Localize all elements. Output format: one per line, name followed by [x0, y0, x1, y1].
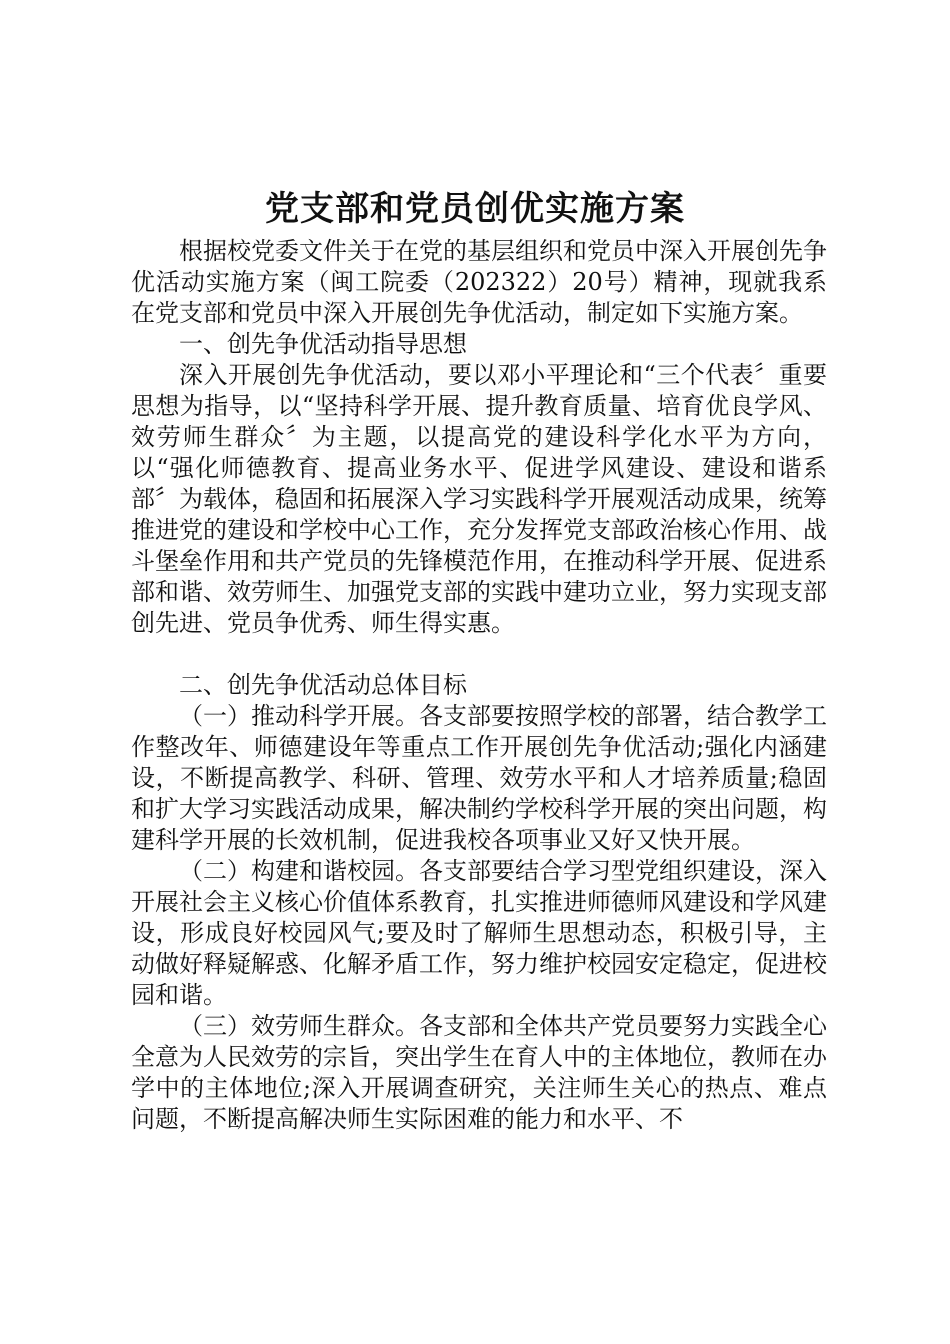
document-title: 党支部和党员创优实施方案 [265, 189, 685, 229]
goal-paragraph-1: （一）推动科学开展。各支部要按照学校的部署，结合教学工作整改年、师德建设年等重点工作开展创先争优活动;强化内涵建设，不断提高教学、科研、管理、效劳水平和人才培养质量;稳固和扩大学习实践活动成果，解决制约学校科学开展的突出问题，构建科学开展的长效机制，促进我校各项事业又好又快开展。 [131, 702, 827, 854]
intro-paragraph: 根据校党委文件关于在党的基层组织和党员中深入开展创先争优活动实施方案（闽工院委（202322）20号）精神，现就我系在党支部和党员中深入开展创先争优活动，制定如下实施方案。 [131, 237, 827, 327]
goal-paragraph-3: （三）效劳师生群众。各支部和全体共产党员要努力实践全心全意为人民效劳的宗旨，突出学生在育人中的主体地位，教师在办学中的主体地位;深入开展调查研究，关注师生关心的热点、难点问题，不断提高解决师生实际困难的能力和水平、不 [131, 1012, 827, 1133]
guiding-ideology-paragraph: 深入开展创先争优活动，要以邓小平理论和“三个代表〞重要思想为指导，以“坚持科学开展、提升教育质量、培育优良学风、效劳师生群众〞为主题，以提高党的建设科学化水平为方向，以“强化师德教育、提高业务水平、促进学风建设、建设和谐系部〞为载体，稳固和拓展深入学习实践科学开展观活动成果，统筹推进党的建设和学校中心工作，充分发挥党支部政治核心作用、战斗堡垒作用和共产党员的先锋模范作用，在推动科学开展、促进系部和谐、效劳师生、加强党支部的实践中建功立业，努力实现支部创先进、党员争优秀、师生得实惠。 [131, 361, 827, 637]
section-heading-overall-goals: 二、创先争优活动总体目标 [179, 671, 467, 699]
goal-paragraph-2: （二）构建和谐校园。各支部要结合学习型党组织建设，深入开展社会主义核心价值体系教育，扎实推进师德师风建设和学风建设，形成良好校园风气;要及时了解师生思想动态，积极引导，主动做好释疑解惑、化解矛盾工作，努力维护校园安定稳定，促进校园和谐。 [131, 857, 827, 1009]
section-heading-guiding-ideology: 一、创先争优活动指导思想 [179, 330, 467, 358]
document-body [131, 236, 827, 1135]
